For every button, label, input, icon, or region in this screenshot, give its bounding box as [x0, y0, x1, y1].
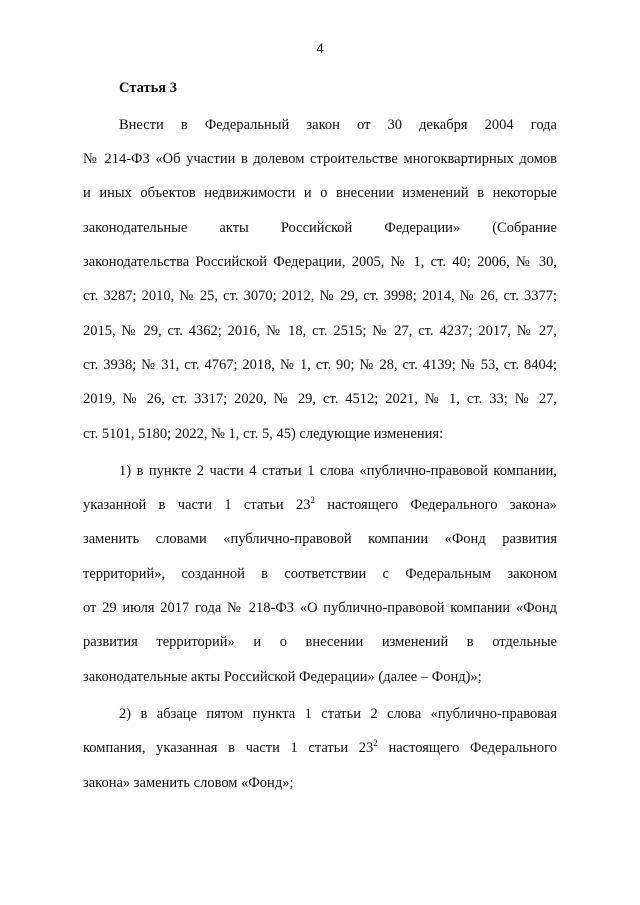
item-1-line: территорий», созданной в соответствии с Федеральным законом	[83, 566, 557, 582]
paragraph-line: законодательные акты Российской Федерации» (Собрание	[83, 220, 557, 236]
item-1-line: развития территорий» и о внесении изменений в отдельные	[83, 634, 557, 650]
page-number: 4	[316, 41, 324, 57]
superscript: 2	[373, 738, 378, 749]
paragraph-line: 2015, № 29, ст. 4362; 2016, № 18, ст. 2515; № 27, ст. 4237; 2017, № 27,	[83, 323, 557, 339]
paragraph-line: № 214-ФЗ «Об участии в долевом строительстве многоквартирных домов	[83, 151, 557, 167]
item-2-line: 2) в абзаце пятом пункта 1 статьи 2 слова «публично-правовая	[119, 706, 557, 722]
article-heading: Статья 3	[119, 80, 177, 96]
paragraph-line: ст. 3938; № 31, ст. 4767; 2018, № 1, ст. 90; № 28, ст. 4139; № 53, ст. 8404;	[83, 357, 557, 373]
item-2-text: компания, указанная в части 1 статьи 23	[83, 740, 374, 756]
item-1-line: заменить словами «публично-правовой компании «Фонд развития	[83, 531, 557, 547]
superscript: 2	[310, 495, 315, 506]
paragraph-line: ст. 5101, 5180; 2022, № 1, ст. 5, 45) следующие изменения:	[83, 426, 444, 442]
paragraph-line: ст. 3287; 2010, № 25, ст. 3070; 2012, № 29, ст. 3998; 2014, № 26, ст. 3377;	[83, 288, 557, 304]
item-1-line: от 29 июля 2017 года № 218-ФЗ «О публично-правовой компании «Фонд	[83, 600, 557, 616]
paragraph-line: законодательства Российской Федерации, 2005, № 1, ст. 40; 2006, № 30,	[83, 254, 557, 270]
paragraph-line: 2019, № 26, ст. 3317; 2020, № 29, ст. 4512; 2021, № 1, ст. 33; № 27,	[83, 391, 557, 407]
paragraph-line: Внести в Федеральный закон от 30 декабря 2004 года	[119, 117, 557, 133]
item-2-line	[83, 739, 557, 757]
item-1-text: указанной в части 1 статьи 23	[83, 497, 311, 513]
item-1-line	[83, 496, 557, 514]
item-2-text: настоящего Федерального	[377, 740, 557, 756]
item-1-line: законодательные акты Российской Федерации» (далее – Фонд)»;	[83, 669, 482, 685]
item-1-line: 1) в пункте 2 части 4 статьи 1 слова «публично-правовой компании,	[119, 463, 557, 479]
paragraph-line: и иных объектов недвижимости и о внесении изменений в некоторые	[83, 185, 557, 201]
item-2-line: закона» заменить словом «Фонд»;	[83, 775, 294, 791]
item-1-text: настоящего Федерального закона»	[314, 497, 558, 513]
